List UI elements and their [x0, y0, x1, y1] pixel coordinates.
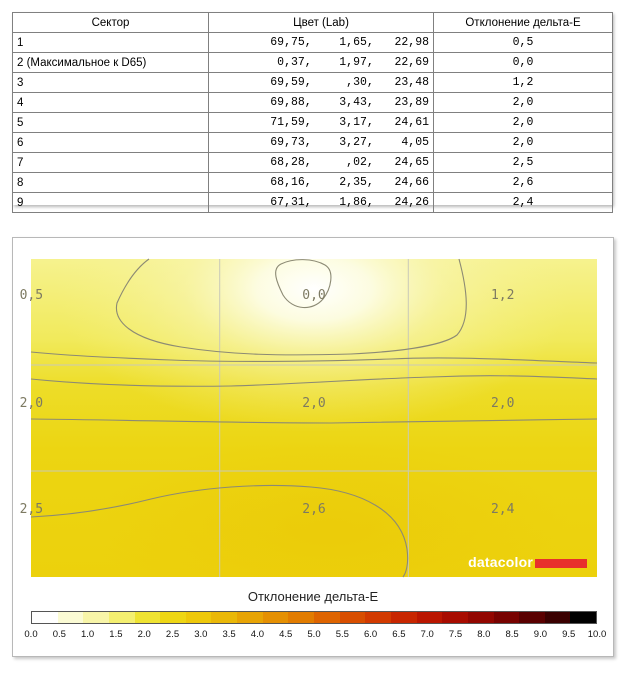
- table-row: [13, 153, 613, 173]
- row-delta-e: 0,0: [434, 53, 613, 73]
- colorbar-tick-label: 7.0: [420, 629, 434, 640]
- header-sector: Сектор: [13, 13, 209, 33]
- colorbar-tick-label: 2.5: [165, 629, 180, 640]
- colorbar-swatch: [442, 612, 468, 623]
- colorbar-swatch: [83, 612, 109, 623]
- colorbar-swatch: [135, 612, 161, 623]
- colorbar-tick-label: 5.5: [335, 629, 349, 640]
- row-sector: 5: [13, 113, 209, 133]
- colorbar-swatch: [288, 612, 314, 623]
- colorbar-tick-label: 3.0: [194, 629, 208, 640]
- row-sector: 9: [13, 193, 209, 213]
- row-lab: 68,28, ,02, 24,65: [209, 153, 434, 173]
- colorbar-title: Отклонение дельта-E: [247, 589, 379, 604]
- colorbar-swatch: [160, 612, 186, 623]
- colorbar-tick-label: 3.5: [222, 629, 236, 640]
- cell-value-label: 0,0: [302, 288, 326, 303]
- row-delta-e: 2,0: [434, 93, 613, 113]
- cell-value-label: 2,0: [19, 396, 44, 411]
- measurement-table: [12, 12, 613, 213]
- colorbar-swatch: [109, 612, 135, 623]
- cell-value-label: 2,6: [302, 502, 326, 517]
- colorbar-tick-label: 8.5: [505, 629, 519, 640]
- table-row: [13, 53, 613, 73]
- row-delta-e: 2,0: [434, 133, 613, 153]
- row-lab: 69,73, 3,27, 4,05: [209, 133, 434, 153]
- colorbar-tick-label: 10.0: [587, 629, 607, 640]
- table-row: [13, 33, 613, 53]
- colorbar-swatch: [391, 612, 417, 623]
- row-sector: 8: [13, 173, 209, 193]
- colorbar-tick-label: 8.0: [477, 629, 491, 640]
- colorbar-tick-label: 9.5: [562, 629, 576, 640]
- colorbar: [31, 611, 597, 624]
- colorbar-tick-label: 6.0: [363, 629, 378, 640]
- cell-value-label: 2,4: [490, 502, 515, 517]
- row-lab: 69,75, 1,65, 22,98: [209, 33, 434, 53]
- table-row: [13, 133, 613, 153]
- row-sector: 2 (Максимальное к D65): [13, 53, 209, 73]
- row-delta-e: 2,5: [434, 153, 613, 173]
- colorbar-tick-label: 1.0: [80, 629, 95, 640]
- row-delta-e: 1,2: [434, 73, 613, 93]
- table-row: [13, 173, 613, 193]
- colorbar-tick-label: 6.5: [392, 629, 406, 640]
- colorbar-swatch: [314, 612, 340, 623]
- row-delta-e: 2,6: [434, 173, 613, 193]
- row-lab: 69,88, 3,43, 23,89: [209, 93, 434, 113]
- colorbar-tick-label: 0.0: [24, 629, 38, 640]
- row-delta-e: 2,0: [434, 113, 613, 133]
- colorbar-swatch: [237, 612, 263, 623]
- colorbar-tick-label: 7.5: [448, 629, 463, 640]
- colorbar-swatch: [211, 612, 237, 623]
- cell-value-label: 0,5: [19, 288, 44, 303]
- heatmap-bright-spot: [31, 259, 597, 577]
- colorbar-swatch: [186, 612, 212, 623]
- colorbar-swatch: [340, 612, 366, 623]
- row-delta-e: 2,4: [434, 193, 613, 213]
- row-lab: 67,31, 1,86, 24,26: [209, 193, 434, 213]
- colorbar-tick-label: 0.5: [52, 629, 66, 640]
- colorbar-tick-label: 4.5: [279, 629, 293, 640]
- header-delta-e: Отклонение дельта-E: [434, 13, 613, 33]
- colorbar-swatch: [58, 612, 84, 623]
- table-row: [13, 93, 613, 113]
- colorbar-tick-label: 5.0: [307, 629, 321, 640]
- row-sector: 7: [13, 153, 209, 173]
- colorbar-tick-label: 2.0: [137, 629, 151, 640]
- colorbar-swatch: [32, 612, 58, 623]
- colorbar-swatch: [468, 612, 494, 623]
- header-lab-color: Цвет (Lab): [209, 13, 434, 33]
- row-sector: 1: [13, 33, 209, 53]
- table-row: [13, 113, 613, 133]
- cell-value-label: 2,5: [19, 502, 44, 517]
- colorbar-swatch: [570, 612, 596, 623]
- uniformity-heatmap: [19, 259, 597, 577]
- uniformity-chart-panel: [12, 237, 614, 657]
- measurement-table-container: [12, 12, 612, 209]
- colorbar-swatch: [494, 612, 520, 623]
- table-header-row: [13, 13, 613, 33]
- colorbar-tick-label: 1.5: [109, 629, 123, 640]
- row-lab: 68,16, 2,35, 24,66: [209, 173, 434, 193]
- colorbar-tick-label: 4.0: [250, 629, 264, 640]
- row-sector: 3: [13, 73, 209, 93]
- row-sector: 4: [13, 93, 209, 113]
- cell-value-label: 2,0: [490, 396, 515, 411]
- colorbar-swatch: [365, 612, 391, 623]
- cell-value-label: 2,0: [302, 396, 326, 411]
- datacolor-logo: [468, 554, 587, 570]
- logo-accent-bar: [535, 559, 587, 568]
- row-sector: 6: [13, 133, 209, 153]
- colorbar-swatch: [519, 612, 545, 623]
- colorbar-tick-label: 9.0: [533, 629, 547, 640]
- cell-value-label: 1,2: [490, 288, 515, 303]
- colorbar-swatch: [263, 612, 289, 623]
- row-lab: 69,59, ,30, 23,48: [209, 73, 434, 93]
- colorbar-swatch: [417, 612, 443, 623]
- colorbar-swatch: [545, 612, 571, 623]
- logo-text: datacolor: [468, 554, 533, 570]
- table-row: [13, 193, 613, 213]
- table-row: [13, 73, 613, 93]
- colorbar-ticks: [24, 629, 607, 641]
- row-lab: 71,59, 3,17, 24,61: [209, 113, 434, 133]
- row-delta-e: 0,5: [434, 33, 613, 53]
- row-lab: 0,37, 1,97, 22,69: [209, 53, 434, 73]
